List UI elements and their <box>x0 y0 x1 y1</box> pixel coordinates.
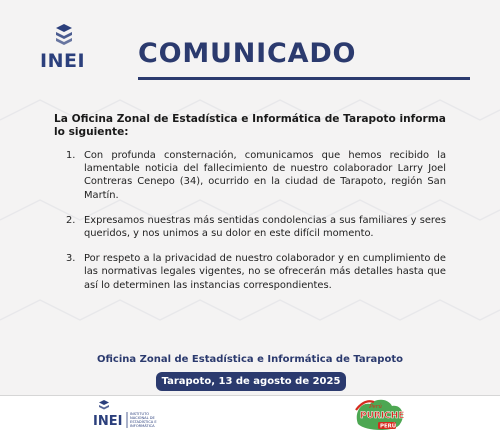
svg-text:PERÚ: PERÚ <box>380 423 397 430</box>
peru-brand-logo-icon <box>352 396 408 434</box>
footer-band <box>0 395 500 437</box>
list-item <box>66 214 446 240</box>
footer-divider <box>0 395 500 396</box>
svg-text:NACIONAL DE: NACIONAL DE <box>130 416 155 420</box>
item-number: 1. <box>66 150 76 161</box>
inei-logo-text: INEI <box>40 50 86 72</box>
svg-text:ESTADÍSTICA E: ESTADÍSTICA E <box>130 420 157 424</box>
item-number: 2. <box>66 214 76 226</box>
svg-text:INFORMÁTICA: INFORMÁTICA <box>130 424 155 428</box>
list-item <box>66 149 446 202</box>
item-text: Con profunda consternación, comunicamos que hemos recibido la lamentable noticia del fallecimiento de nuestro colaborador Larry Joel Contreras Cenepo (34), ocurrido en la ciudad de Tarapoto, región San Martín. <box>84 150 446 201</box>
title-underline <box>138 77 470 80</box>
list-item <box>66 252 446 292</box>
page-title: COMUNICADO <box>138 38 357 69</box>
office-signature: Oficina Zonal de Estadística e Informática de Tarapoto <box>96 354 403 365</box>
intro-paragraph: La Oficina Zonal de Estadística e Informática de Tarapoto informa lo siguiente: <box>54 113 446 138</box>
svg-text:PURICHE: PURICHE <box>360 411 405 421</box>
item-text: Expresamos nuestras más sentidas condolencias a sus familiares y seres queridos, y nos unimos a su dolor en este difícil momento. <box>84 214 446 240</box>
svg-text:Perú: Perú <box>369 404 382 410</box>
item-text: Por respeto a la privacidad de nuestro colaborador y en cumplimiento de las normativas legales vigentes, no se ofrecerán más detalles hasta que así lo determinen las instancias correspondientes. <box>84 253 446 291</box>
svg-text:INSTITUTO: INSTITUTO <box>130 412 150 416</box>
item-number: 3. <box>66 253 76 265</box>
inei-footer-logo-icon <box>92 398 162 432</box>
svg-text:INEI: INEI <box>93 414 123 429</box>
date-badge: Tarapoto, 13 de agosto de 2025 <box>156 372 346 391</box>
statement-list <box>66 149 446 304</box>
